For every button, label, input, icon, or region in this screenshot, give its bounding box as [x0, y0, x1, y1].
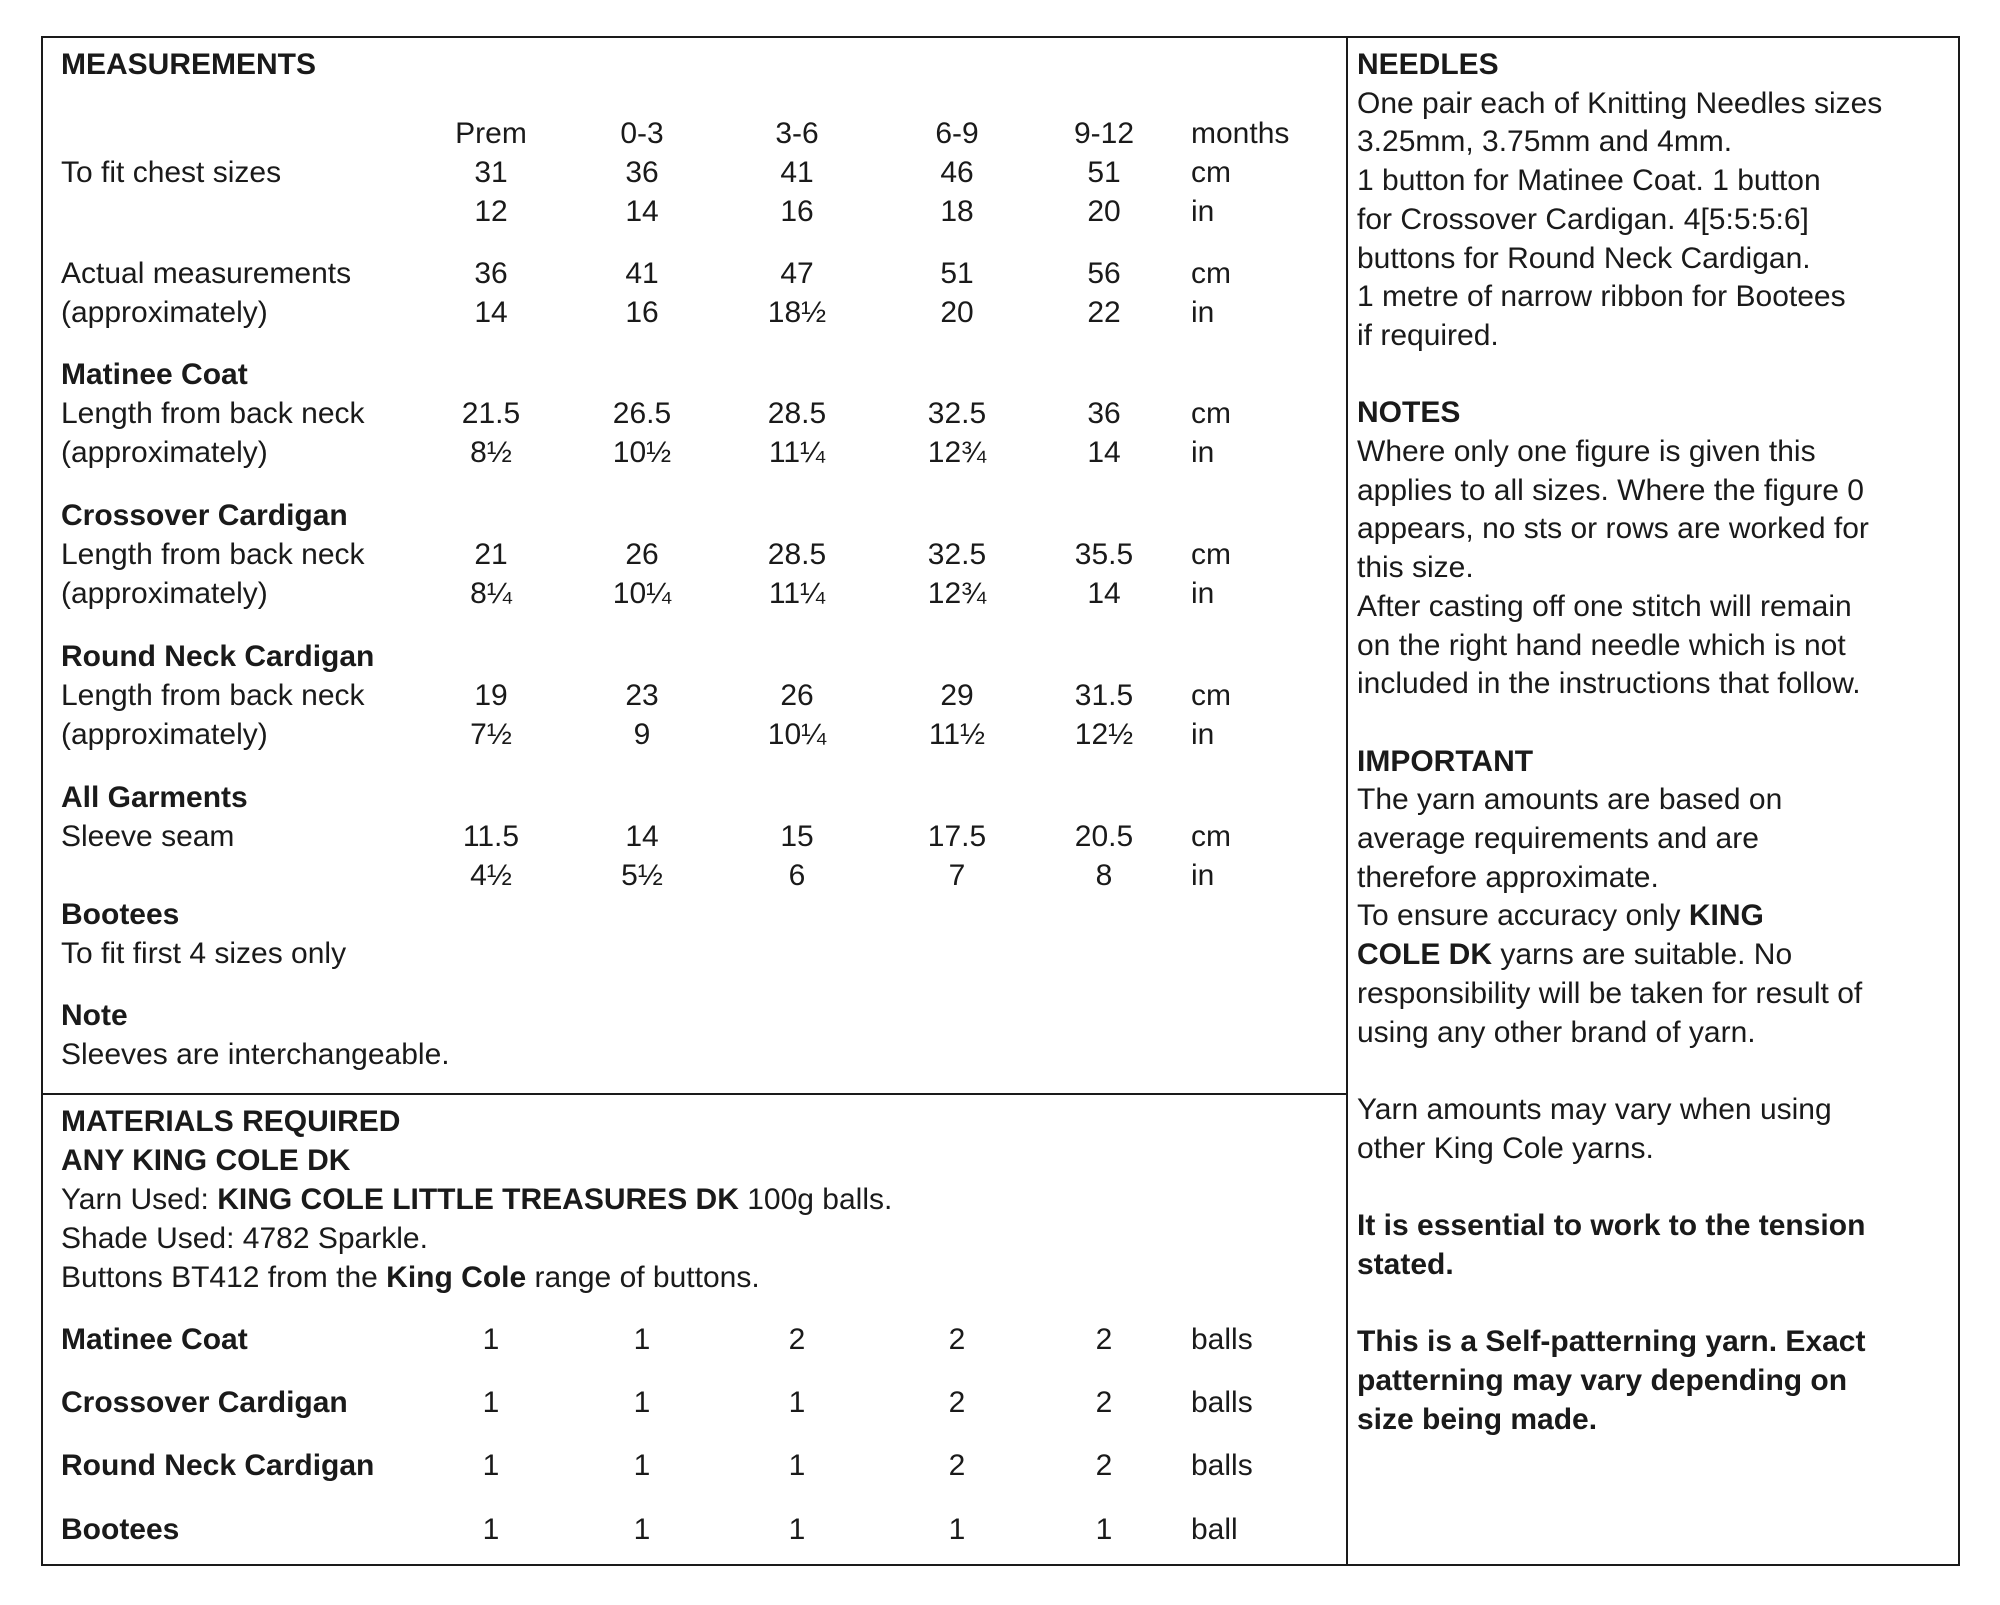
section-row-label: Sleeve seam: [61, 820, 235, 853]
notes-heading: NOTES: [1357, 396, 1461, 430]
accuracy-line-part: To ensure accuracy only: [1357, 899, 1689, 933]
vertical-divider: [1346, 38, 1348, 1564]
needles-heading: NEEDLES: [1357, 48, 1499, 81]
section-row-unit: cm: [1191, 397, 1231, 430]
yarn-used-part: KING COLE LITTLE TREASURES DK: [217, 1183, 739, 1216]
accuracy-line-part: KING: [1688, 899, 1764, 933]
important-line: therefore approximate.: [1357, 860, 1659, 894]
self-patterning-line: This is a Self-patterning yarn. Exact: [1357, 1325, 1866, 1359]
section-row-value: 4½: [470, 859, 512, 892]
notes-line: applies to all sizes. Where the figure 0: [1357, 473, 1864, 507]
material-value: 1: [948, 1513, 966, 1546]
section-row-value: 29: [940, 679, 974, 712]
material-value: 1: [788, 1449, 806, 1482]
section-row-value: 26.5: [612, 397, 672, 430]
chest-row-value: 41: [780, 156, 814, 189]
actual-row-unit: cm: [1191, 257, 1231, 290]
section-row-value: 11¼: [768, 577, 826, 610]
section-row-value: 10½: [612, 436, 672, 469]
notes-line: appears, no sts or rows are worked for: [1357, 512, 1869, 546]
needles-line: 1 metre of narrow ribbon for Bootees: [1357, 280, 1846, 314]
chest-row-value: 16: [780, 195, 814, 228]
section-title: Matinee Coat: [61, 358, 248, 391]
actual-row-unit: in: [1191, 296, 1215, 329]
accuracy-line-part: yarns are suitable. No: [1492, 938, 1793, 972]
self-patterning-line: patterning may vary depending on: [1357, 1363, 1848, 1397]
yarn-used-part: Yarn Used:: [61, 1183, 218, 1216]
notes-line: on the right hand needle which is not: [1357, 628, 1846, 662]
material-unit: ball: [1191, 1513, 1238, 1546]
yarn-vary-line: other King Cole yarns.: [1357, 1131, 1654, 1165]
material-unit: balls: [1191, 1386, 1253, 1419]
section-row-unit: in: [1191, 859, 1215, 892]
actual-row-value: 18½: [767, 296, 827, 329]
section-row-unit: cm: [1191, 820, 1231, 853]
section-row-value: 8¼: [470, 577, 512, 610]
chest-row-unit: cm: [1191, 156, 1231, 189]
section-row-value: 14: [625, 820, 659, 853]
material-value: 1: [482, 1513, 500, 1546]
shade-used: Shade Used: 4782 Sparkle.: [61, 1222, 428, 1255]
section-row-value: 32.5: [927, 538, 987, 571]
notes-line: After casting off one stitch will remain: [1357, 589, 1852, 623]
material-value: 2: [1095, 1386, 1113, 1419]
section-row-label: Length from back neck: [61, 679, 365, 712]
section-row-value: 7½: [470, 718, 512, 751]
section-row-value: 15: [780, 820, 814, 853]
bootees-text: To fit first 4 sizes only: [61, 937, 347, 970]
actual-row-value: 14: [474, 296, 508, 329]
section-row-value: 12¾: [927, 436, 987, 469]
section-title: Round Neck Cardigan: [61, 640, 375, 673]
section-row-label: (approximately): [61, 577, 268, 610]
section-row-value: 26: [780, 679, 814, 712]
actual-row-value: 36: [474, 257, 508, 290]
section-row-value: 17.5: [927, 820, 987, 853]
buttons-used-part: range of buttons.: [526, 1261, 760, 1294]
section-row-value: 26: [625, 538, 659, 571]
material-value: 2: [948, 1323, 966, 1356]
accuracy-line: [1357, 937, 1792, 973]
actual-row-label: (approximately): [61, 296, 268, 329]
material-value: 1: [788, 1513, 806, 1546]
needles-line: One pair each of Knitting Needles sizes: [1357, 86, 1883, 120]
chest-row-label: To fit chest sizes: [61, 156, 282, 189]
important-line: responsibility will be taken for result of: [1357, 976, 1863, 1010]
section-row-value: 21: [474, 538, 508, 571]
chest-row-value: 51: [1087, 156, 1121, 189]
actual-row-value: 56: [1087, 257, 1121, 290]
section-row-value: 7: [948, 859, 966, 892]
actual-row-label: Actual measurements: [61, 257, 352, 290]
chest-row-value: 31: [474, 156, 508, 189]
size-header: Prem: [455, 117, 527, 150]
section-row-value: 36: [1087, 397, 1121, 430]
chest-row-value: 18: [940, 195, 974, 228]
actual-row-value: 20: [940, 296, 974, 329]
material-value: 1: [633, 1449, 651, 1482]
needles-line: 3.25mm, 3.75mm and 4mm.: [1357, 125, 1733, 159]
material-value: 2: [1095, 1323, 1113, 1356]
material-value: 1: [633, 1323, 651, 1356]
section-row-unit: in: [1191, 718, 1215, 751]
section-row-value: 32.5: [927, 397, 987, 430]
material-label: Round Neck Cardigan: [61, 1449, 375, 1482]
section-row-value: 8½: [470, 436, 512, 469]
important-line: average requirements and are: [1357, 822, 1759, 855]
section-row-value: 28.5: [767, 538, 827, 571]
note-text: Sleeves are interchangeable.: [61, 1038, 450, 1071]
bootees-title: Bootees: [61, 898, 180, 931]
needles-line: buttons for Round Neck Cardigan.: [1357, 241, 1811, 275]
needles-line: if required.: [1357, 318, 1499, 352]
chest-row-value: 46: [940, 156, 974, 189]
buttons-used: [61, 1260, 760, 1296]
needles-line: 1 button for Matinee Coat. 1 button: [1357, 164, 1821, 198]
section-row-unit: in: [1191, 577, 1215, 610]
material-value: 1: [788, 1386, 806, 1419]
section-row-value: 5½: [621, 859, 663, 892]
section-row-value: 20.5: [1074, 820, 1134, 853]
section-row-value: 19: [474, 679, 508, 712]
chest-row-value: 12: [474, 195, 508, 228]
actual-row-value: 51: [940, 257, 974, 290]
notes-line: included in the instructions that follow.: [1357, 667, 1861, 701]
buttons-used-part: Buttons BT412 from the: [61, 1261, 387, 1294]
size-header: 9-12: [1073, 117, 1135, 150]
section-row-value: 11½: [928, 718, 986, 751]
actual-row-value: 41: [625, 257, 659, 290]
section-row-label: Length from back neck: [61, 538, 365, 571]
yarn-used-part: 100g balls.: [738, 1183, 893, 1216]
chest-row-value: 14: [625, 195, 659, 228]
tension-line: It is essential to work to the tension: [1357, 1209, 1866, 1242]
section-row-label: Length from back neck: [61, 397, 365, 430]
material-value: 1: [482, 1386, 500, 1419]
materials-subheading: ANY KING COLE DK: [61, 1144, 351, 1177]
section-row-unit: cm: [1191, 538, 1231, 571]
size-header: 0-3: [620, 117, 664, 150]
section-row-value: 9: [633, 718, 651, 751]
actual-row-value: 22: [1087, 296, 1121, 329]
material-value: 1: [633, 1386, 651, 1419]
size-unit-header: months: [1191, 117, 1290, 150]
buttons-used-part: King Cole: [386, 1261, 527, 1294]
section-row-value: 11.5: [462, 820, 520, 853]
yarn-used: [61, 1182, 892, 1218]
section-row-value: 28.5: [767, 397, 827, 430]
self-patterning-line: size being made.: [1357, 1402, 1598, 1436]
size-header: 3-6: [775, 117, 819, 150]
section-row-value: 12¾: [927, 577, 987, 610]
section-row-value: 6: [788, 859, 806, 892]
material-value: 2: [948, 1386, 966, 1419]
chest-row-value: 20: [1087, 195, 1121, 228]
section-row-value: 14: [1087, 436, 1121, 469]
section-row-unit: cm: [1191, 679, 1231, 712]
section-row-value: 11¼: [768, 436, 826, 469]
section-row-value: 12½: [1074, 718, 1134, 751]
needles-line: for Crossover Cardigan. 4[5:5:5:6]: [1357, 202, 1809, 236]
section-title: All Garments: [61, 781, 248, 814]
section-row-value: 14: [1087, 577, 1121, 610]
section-row-value: 23: [625, 679, 659, 712]
important-line: using any other brand of yarn.: [1357, 1015, 1756, 1049]
size-header: 6-9: [935, 117, 979, 150]
material-value: 1: [1095, 1513, 1113, 1546]
accuracy-line: [1357, 898, 1764, 934]
notes-line: this size.: [1357, 551, 1474, 585]
note-title: Note: [61, 999, 128, 1032]
notes-line: Where only one figure is given this: [1357, 435, 1816, 468]
chest-row-value: 36: [625, 156, 659, 189]
section-row-label: (approximately): [61, 718, 268, 751]
material-value: 2: [1095, 1449, 1113, 1482]
section-row-value: 8: [1095, 859, 1113, 892]
section-row-unit: in: [1191, 436, 1215, 469]
material-value: 1: [482, 1449, 500, 1482]
section-row-label: (approximately): [61, 436, 268, 469]
important-line: The yarn amounts are based on: [1357, 783, 1783, 817]
tension-line: stated.: [1357, 1247, 1454, 1281]
accuracy-line-part: COLE DK: [1357, 938, 1492, 972]
material-value: 2: [948, 1449, 966, 1482]
materials-heading: MATERIALS REQUIRED: [61, 1105, 401, 1138]
material-value: 2: [788, 1323, 806, 1356]
section-row-value: 35.5: [1074, 538, 1134, 571]
section-row-value: 21.5: [461, 397, 521, 430]
actual-row-value: 47: [780, 257, 814, 290]
material-value: 1: [633, 1513, 651, 1546]
section-row-value: 31.5: [1074, 679, 1134, 712]
measurements-heading: MEASUREMENTS: [61, 48, 317, 81]
material-unit: balls: [1191, 1449, 1253, 1482]
section-title: Crossover Cardigan: [61, 499, 348, 532]
horizontal-divider: [43, 1093, 1346, 1095]
section-row-value: 10¼: [612, 577, 672, 610]
section-row-value: 10¼: [767, 718, 827, 751]
material-value: 1: [482, 1323, 500, 1356]
chest-row-unit: in: [1191, 195, 1215, 228]
yarn-vary-line: Yarn amounts may vary when using: [1357, 1092, 1832, 1126]
material-unit: balls: [1191, 1323, 1253, 1356]
actual-row-value: 16: [625, 296, 659, 329]
material-label: Matinee Coat: [61, 1323, 248, 1356]
important-heading: IMPORTANT: [1357, 744, 1534, 778]
material-label: Bootees: [61, 1513, 180, 1546]
material-label: Crossover Cardigan: [61, 1386, 348, 1419]
